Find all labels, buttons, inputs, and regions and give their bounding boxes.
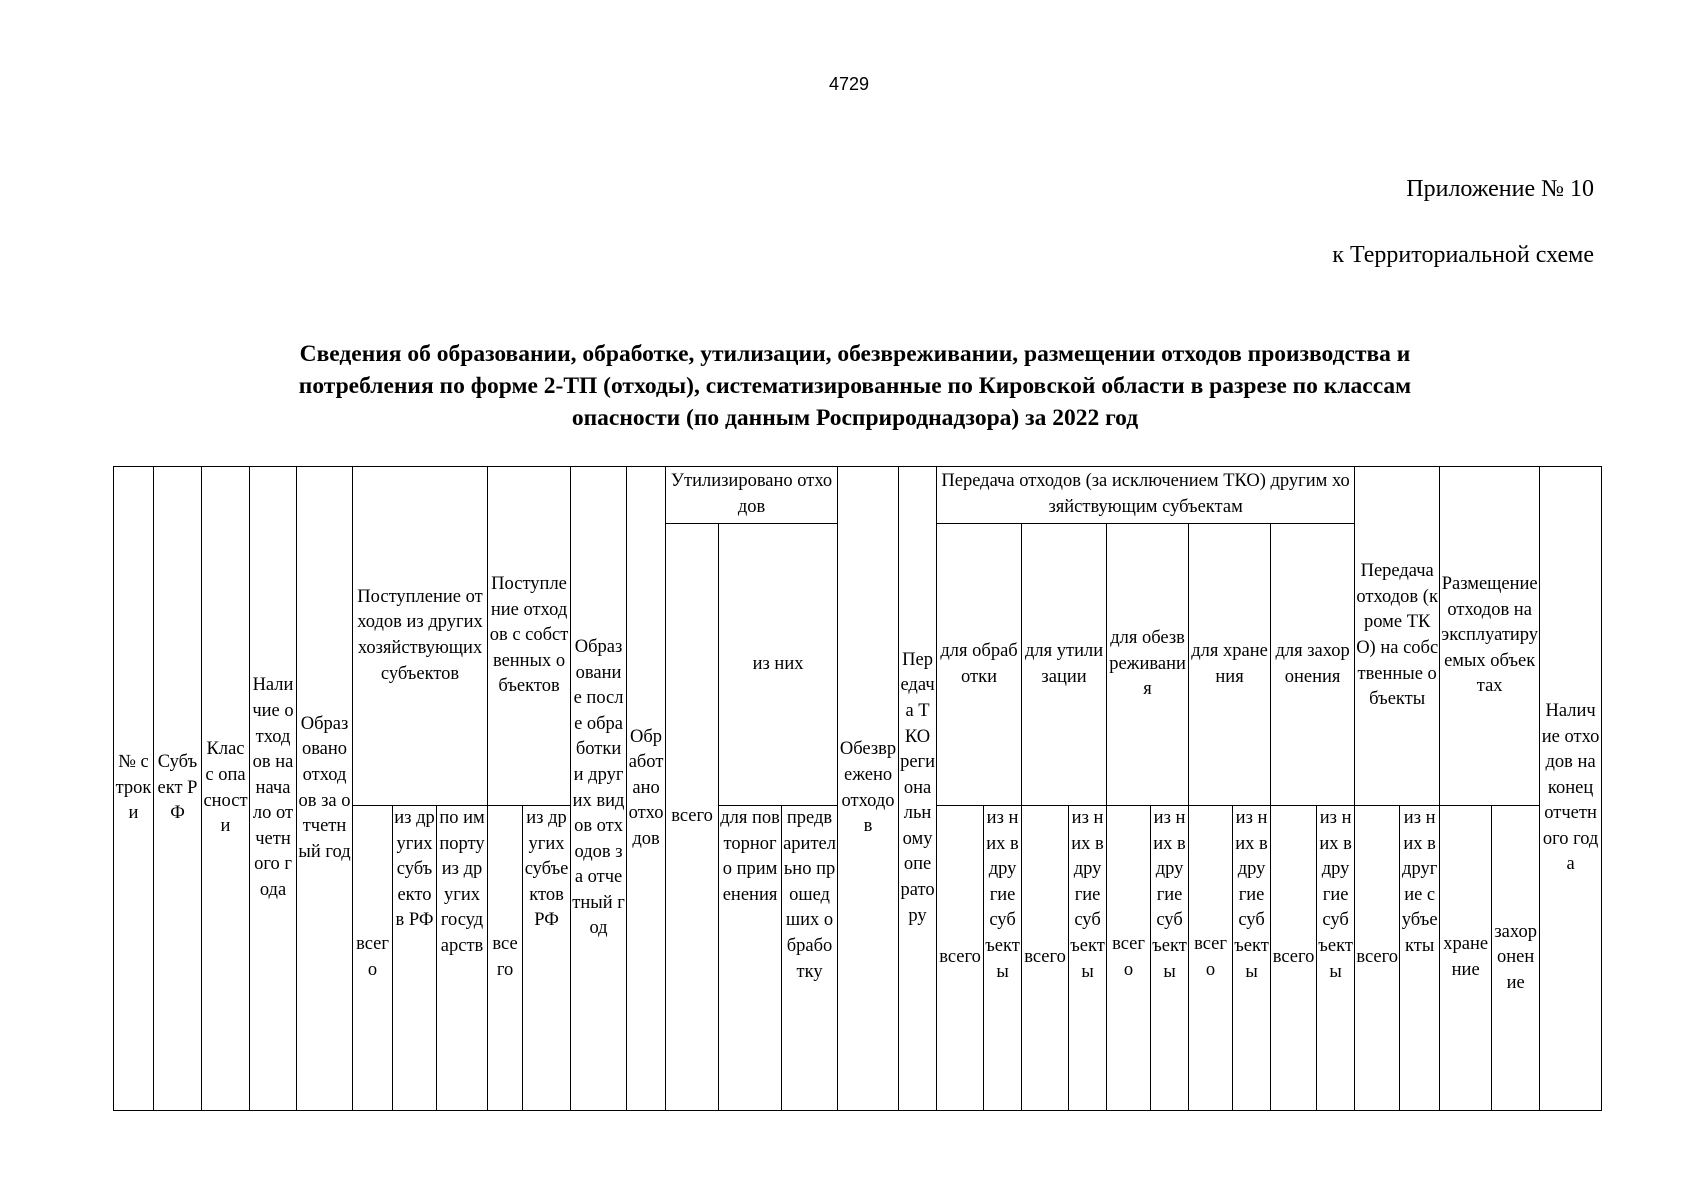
title-line-1: Сведения об образовании, обработке, утилизации, обезвреживании, размещении отходов производства и <box>299 341 1411 367</box>
header-for-burial: для захоронения <box>1271 524 1355 806</box>
header-placement-burial: захоронение <box>1492 806 1540 1111</box>
header-end-balance: Наличие отходов на конец отчетного года <box>1540 467 1602 1111</box>
header-burial-other-subjects: из них в другие субъекты <box>1317 806 1355 1111</box>
header-pre-processed: предварительно прошедших обработку <box>782 806 838 1111</box>
appendix-number: Приложение № 10 <box>1406 176 1594 202</box>
header-received-own-from-subjects: из других субъектов РФ <box>523 806 571 1111</box>
header-utilized-of-them: из них <box>719 524 838 806</box>
header-processing-other-subjects: из них в другие субъекты <box>984 806 1022 1111</box>
header-transfer-own-total: всего <box>1355 806 1400 1111</box>
header-transfer-own-other-subjects: из них в другие субъекты <box>1400 806 1440 1111</box>
header-for-processing: для обработки <box>937 524 1022 806</box>
header-received-own: Поступление отходов с собственных объектов <box>488 467 571 806</box>
appendix-reference: к Территориальной схеме <box>1332 242 1594 268</box>
header-row-number: № строки <box>114 467 154 1111</box>
header-received-from-others: Поступление отходов из других хозяйствующих субъектов <box>353 467 488 806</box>
header-processing-total: всего <box>937 806 984 1111</box>
waste-report-table <box>113 466 1602 1111</box>
header-utilized: Утилизировано отходов <box>666 467 838 524</box>
header-for-neutralization: для обезвреживания <box>1107 524 1189 806</box>
header-for-utilization: для утилизации <box>1022 524 1107 806</box>
header-received-by-import: по импорту из других государств <box>437 806 488 1111</box>
header-for-storage: для хранения <box>1189 524 1271 806</box>
title-line-2: потребления по форме 2-ТП (отходы), систематизированные по Кировской области в разрезе по классам <box>298 373 1412 399</box>
header-received-own-total: всего <box>488 806 523 1111</box>
header-burial-total: всего <box>1271 806 1317 1111</box>
header-transfer-others: Передача отходов (за исключением ТКО) другим хозяйствующим субъектам <box>937 467 1355 524</box>
header-neutralized: Обезврежено отходов <box>838 467 899 1111</box>
header-storage-total: всего <box>1189 806 1233 1111</box>
header-generated: Образовано отходов за отчетный год <box>297 467 353 1111</box>
header-placement-storage: хранение <box>1440 806 1492 1111</box>
header-storage-other-subjects: из них в другие субъекты <box>1233 806 1271 1111</box>
title-line-3: опасности (по данным Росприроднадзора) за 2022 год <box>571 405 1139 431</box>
header-tko-regional: Передача ТКО региональному оператору <box>899 467 937 1111</box>
header-neutralization-other-subjects: из них в другие субъекты <box>1151 806 1189 1111</box>
header-received-from-subjects: из других субъектов РФ <box>393 806 437 1111</box>
header-utilized-total: всего <box>666 524 719 1111</box>
header-utilization-other-subjects: из них в другие субъекты <box>1069 806 1107 1111</box>
document-title <box>130 338 1580 434</box>
header-processed: Обработано отходов <box>627 467 666 1111</box>
page-number: 4729 <box>828 74 870 94</box>
header-start-balance: Наличие отходов на начало отчетного года <box>250 467 297 1111</box>
header-formed-after-processing: Образование после обработки и других видов отходов за отчетный год <box>571 467 627 1111</box>
header-neutralization-total: всего <box>1107 806 1151 1111</box>
header-for-reuse: для повторного применения <box>719 806 782 1111</box>
header-received-total: всего <box>353 806 393 1111</box>
header-subject: Субъект РФ <box>154 467 202 1111</box>
header-hazard-class: Класс опасности <box>202 467 250 1111</box>
header-utilization-total: всего <box>1022 806 1069 1111</box>
header-transfer-own: Передача отходов (кроме ТКО) на собственные объекты <box>1355 467 1440 806</box>
header-placement: Размещение отходов на эксплуатируемых объектах <box>1440 467 1540 806</box>
